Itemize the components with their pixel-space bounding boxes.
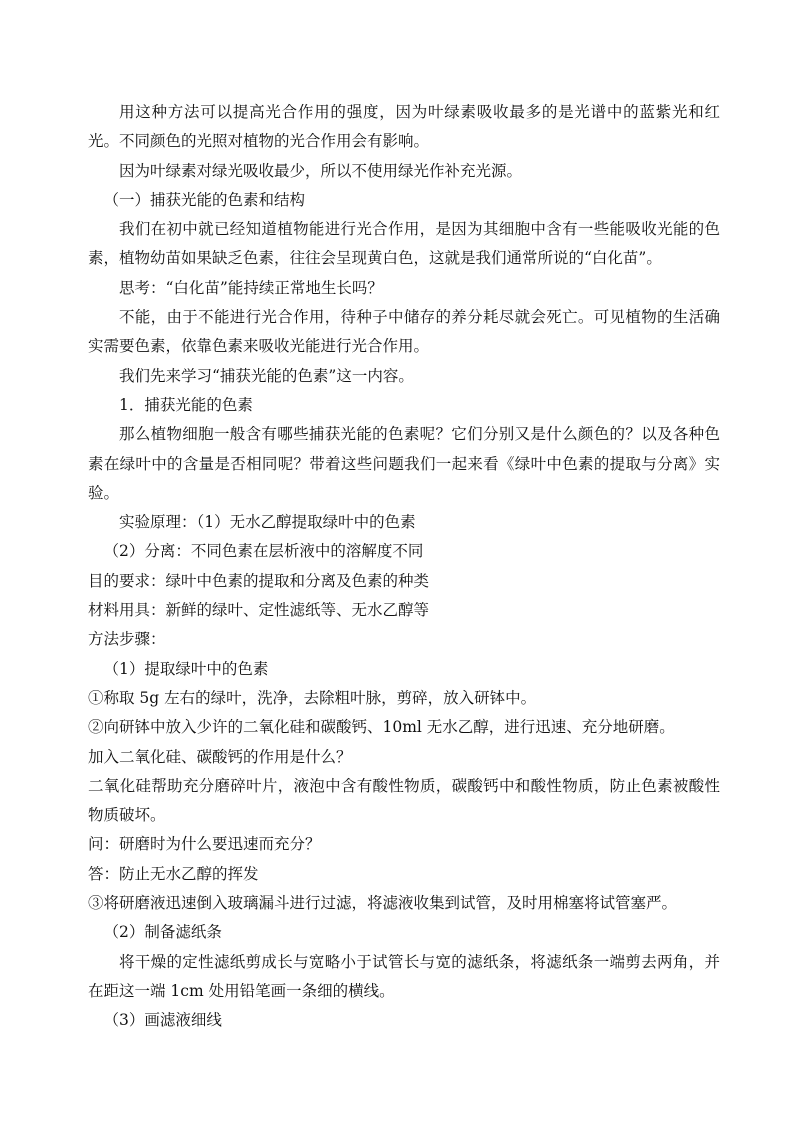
experiment-goal: 目的要求：绿叶中色素的提取和分离及色素的种类	[88, 571, 430, 590]
paragraph-4: 我们在初中就已经知道植物能进行光合作用，是因为其细胞中含有一些能吸收光能的色素，植物幼苗如果缺乏色素，往往会呈现黄白色，这就是我们通常所说的“白化苗”。	[88, 220, 720, 268]
method-steps-label: 方法步骤：	[88, 630, 166, 649]
step-2-heading: （2）制备滤纸条	[103, 923, 222, 942]
step-3-heading: （3）画滤液细线	[103, 1011, 222, 1030]
subheading-pigments: 1．捕获光能的色素	[119, 395, 253, 414]
answer-grinding: 答：防止无水乙醇的挥发	[88, 864, 259, 883]
step-1-item-2: ②向研钵中放入少许的二氧化硅和碳酸钙、10ml 无水乙醇，进行迅速、充分地研磨。	[88, 718, 675, 737]
question-albino-seedling: 思考：“白化苗”能持续正常地生长吗？	[119, 278, 383, 297]
experiment-principle-2: （2）分离：不同色素在层析液中的溶解度不同	[103, 542, 424, 561]
paragraph-1: 用这种方法可以提高光合作用的强度，因为叶绿素吸收最多的是光谱中的蓝紫光和红光。不同颜色的光照对植物的光合作用会有影响。	[88, 103, 720, 151]
step-1-item-3: ③将研磨液迅速倒入玻璃漏斗进行过滤，将滤液收集到试管，及时用棉塞将试管塞严。	[88, 894, 678, 913]
step-1-item-1: ①称取 5g 左右的绿叶，洗净，去除粗叶脉，剪碎，放入研钵中。	[88, 688, 537, 707]
paragraph-9: 那么植物细胞一般含有哪些捕获光能的色素呢？它们分别又是什么颜色的？以及各种色素在绿叶中的含量是否相同呢？带着这些问题我们一起来看《绿叶中色素的提取与分离》实验。	[88, 425, 720, 502]
question-grinding: 问：研磨时为什么要迅速而充分？	[88, 835, 321, 854]
answer-albino-seedling: 不能，由于不能进行光合作用，待种子中储存的养分耗尽就会死亡。可见植物的生活确实需要色素，依靠色素来吸收光能进行光合作用。	[88, 308, 720, 356]
paragraph-7: 我们先来学习“捕获光能的色素”这一内容。	[119, 366, 414, 385]
paragraph-2: 因为叶绿素对绿光吸收最少，所以不使用绿光作补充光源。	[119, 161, 523, 180]
experiment-principle: 实验原理：（1）无水乙醇提取绿叶中的色素	[119, 513, 416, 532]
step-2-body: 将干燥的定性滤纸剪成长与宽略小于试管长与宽的滤纸条，将滤纸条一端剪去两角，并在距这一端 1cm 处用铅笔画一条细的横线。	[88, 952, 720, 1000]
section-heading-pigments-structure: （一）捕获光能的色素和结构	[103, 190, 306, 209]
document-body	[88, 98, 720, 1036]
step-1-heading: （1）提取绿叶中的色素	[103, 659, 269, 678]
answer-silica-calcium: 二氧化硅帮助充分磨碎叶片，液泡中含有酸性物质，碳酸钙中和酸性物质，防止色素被酸性物质破坏。	[88, 776, 720, 825]
question-silica-calcium: 加入二氧化硅、碳酸钙的作用是什么？	[88, 747, 352, 766]
experiment-materials: 材料用具：新鲜的绿叶、定性滤纸等、无水乙醇等	[88, 601, 430, 620]
